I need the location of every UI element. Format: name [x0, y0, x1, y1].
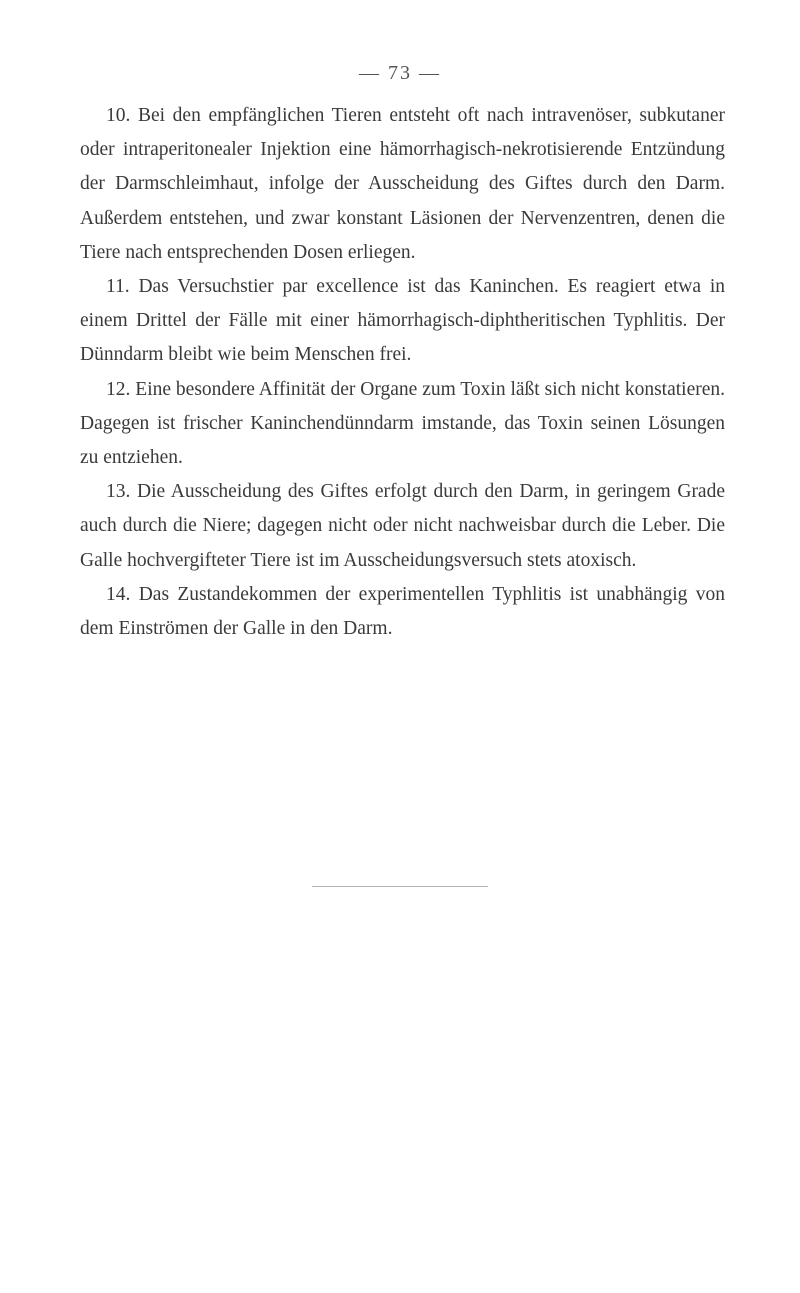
paragraph-13: 13. Die Ausscheidung des Giftes erfolgt durch den Darm, in geringem Grade auch durch die Niere; dagegen nicht oder nicht nachweisbar durch die Leber. Die Galle hochvergifteter Tiere ist im Ausscheidungsversuch stets atoxisch. — [80, 481, 725, 571]
body-text — [80, 99, 725, 646]
page-number: — 73 — — [359, 62, 441, 84]
section-divider — [312, 886, 488, 887]
paragraph-12: 12. Eine besondere Affinität der Organe zum Toxin läßt sich nicht konstatieren. Dagegen ist frischer Kaninchendünndarm imstande, das Toxin seinen Lösungen zu entziehen. — [80, 378, 725, 469]
paragraph-14: 14. Das Zustandekommen der experimentellen Typhlitis ist unabhängig von dem Einströmen der Galle in den Darm. — [80, 583, 725, 640]
paragraph-10: 10. Bei den empfänglichen Tieren entsteht oft nach intravenöser, subkutaner oder intraperitonealer Injektion eine hämorrhagisch-nekrotisierende Entzündung der Darmschleimhaut, infolge der Ausscheidung des Giftes durch den Darm. Außerdem entstehen, und zwar konstant Läsionen der Nervenzentren, denen die Tiere nach entsprechenden Dosen erliegen. — [80, 105, 725, 263]
paragraph-11: 11. Das Versuchstier par excellence ist das Kaninchen. Es reagiert etwa in einem Drittel der Fälle mit einer hämorrhagisch-diphtheritischen Typhlitis. Der Dünndarm bleibt wie beim Menschen frei. — [80, 276, 725, 366]
